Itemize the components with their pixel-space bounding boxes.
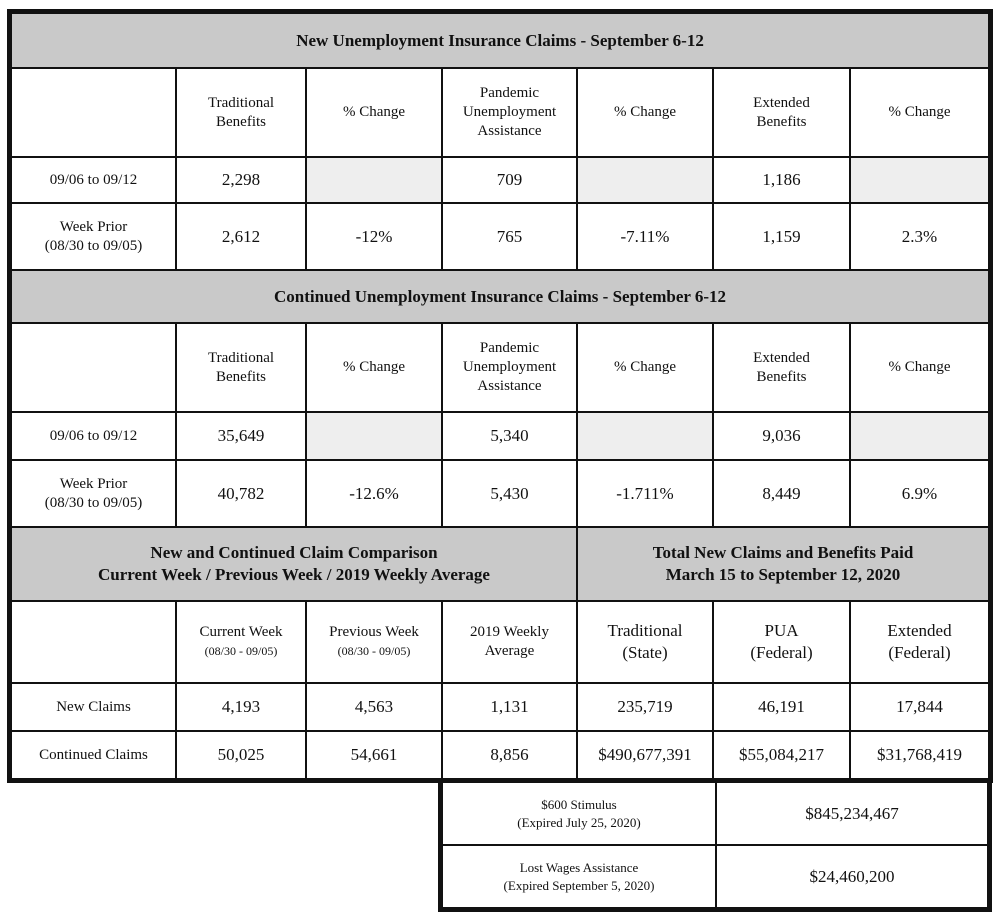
- totals-title-line2: March 15 to September 12, 2020: [665, 565, 901, 584]
- corner-cell: [11, 601, 176, 683]
- col-header-sub: (08/30 - 09/05): [337, 644, 411, 658]
- col-header-pct-change: % Change: [850, 68, 989, 157]
- table-cell: $55,084,217: [713, 731, 850, 779]
- lwa-value: $24,460,200: [716, 845, 988, 908]
- table-cell: 46,191: [713, 683, 850, 731]
- row-label: 09/06 to 09/12: [11, 157, 176, 203]
- col-header-main: Current Week: [199, 624, 283, 640]
- col-header-main: Previous Week: [329, 624, 419, 640]
- row-label: [11, 203, 176, 270]
- lwa-label: Lost Wages Assistance: [519, 859, 639, 875]
- table-cell: 50,025: [176, 731, 306, 779]
- col-header-sub: (08/30 - 09/05): [204, 644, 278, 658]
- table-row: [442, 782, 988, 845]
- new-claims-title: New Unemployment Insurance Claims - September 6-12: [11, 13, 989, 68]
- table-cell: 4,563: [306, 683, 442, 731]
- totals-title: [577, 527, 989, 601]
- table-cell: 35,649: [176, 412, 306, 460]
- totals-title-line1: Total New Claims and Benefits Paid: [652, 543, 914, 562]
- table-row: [11, 203, 989, 270]
- table-cell: 2,298: [176, 157, 306, 203]
- comparison-title-line2: Current Week / Previous Week / 2019 Weekly Average: [98, 565, 490, 584]
- table-cell: $490,677,391: [577, 731, 713, 779]
- corner-cell: [11, 323, 176, 412]
- table-cell: [577, 412, 713, 460]
- table-cell: 8,856: [442, 731, 577, 779]
- table-cell: 5,340: [442, 412, 577, 460]
- col-header-traditional-state: Traditional (State): [577, 601, 713, 683]
- table-cell: 8,449: [713, 460, 850, 527]
- continued-claims-title: Continued Unemployment Insurance Claims - September 6-12: [11, 270, 989, 323]
- table-row: [11, 683, 989, 731]
- row-label-sub: (08/30 to 09/05): [44, 237, 143, 254]
- table-cell: 765: [442, 203, 577, 270]
- table-cell: 9,036: [713, 412, 850, 460]
- stimulus-table: [441, 781, 989, 909]
- col-header-pct-change: % Change: [306, 68, 442, 157]
- corner-cell: [11, 68, 176, 157]
- col-header-pua: Pandemic Unemployment Assistance: [442, 68, 577, 157]
- table-cell: [850, 412, 989, 460]
- stimulus-sublabel: (Expired July 25, 2020): [517, 814, 641, 830]
- table-cell: [306, 157, 442, 203]
- table-cell: 4,193: [176, 683, 306, 731]
- col-header-traditional: Traditional Benefits: [176, 323, 306, 412]
- table-cell: [306, 412, 442, 460]
- row-label-main: Week Prior: [59, 475, 128, 492]
- table-cell: $31,768,419: [850, 731, 989, 779]
- lwa-label-cell: [442, 845, 716, 908]
- col-header-2019-average: [442, 601, 577, 683]
- col-header-main: 2019 Weekly Average: [470, 624, 549, 659]
- row-label: New Claims: [11, 683, 176, 731]
- col-header-pua: Pandemic Unemployment Assistance: [442, 323, 577, 412]
- table-cell: 54,661: [306, 731, 442, 779]
- table-cell: 17,844: [850, 683, 989, 731]
- table-cell: 40,782: [176, 460, 306, 527]
- row-label: [11, 460, 176, 527]
- table-row: [11, 460, 989, 527]
- col-header-pct-change: % Change: [577, 323, 713, 412]
- col-header-current-week: [176, 601, 306, 683]
- col-header-extended: Extended Benefits: [713, 68, 850, 157]
- table-row: [11, 157, 989, 203]
- col-header-pct-change: % Change: [577, 68, 713, 157]
- stimulus-label-cell: [442, 782, 716, 845]
- col-header-pct-change: % Change: [850, 323, 989, 412]
- table-cell: 1,159: [713, 203, 850, 270]
- table-cell: 1,131: [442, 683, 577, 731]
- row-label-main: Week Prior: [59, 218, 128, 235]
- col-header-previous-week: [306, 601, 442, 683]
- table-row: [442, 845, 988, 908]
- lwa-sublabel: (Expired September 5, 2020): [503, 877, 655, 893]
- table-cell: 709: [442, 157, 577, 203]
- table-cell: 6.9%: [850, 460, 989, 527]
- col-header-pua-federal: PUA (Federal): [713, 601, 850, 683]
- stimulus-value: $845,234,467: [716, 782, 988, 845]
- col-header-pct-change: % Change: [306, 323, 442, 412]
- table-cell: 5,430: [442, 460, 577, 527]
- col-header-traditional: Traditional Benefits: [176, 68, 306, 157]
- col-header-extended: Extended Benefits: [713, 323, 850, 412]
- stimulus-label: $600 Stimulus: [541, 796, 617, 812]
- table-row: [11, 412, 989, 460]
- table-cell: -12%: [306, 203, 442, 270]
- comparison-title-line1: New and Continued Claim Comparison: [150, 543, 438, 562]
- table-cell: 2,612: [176, 203, 306, 270]
- table-cell: -7.11%: [577, 203, 713, 270]
- table-cell: 2.3%: [850, 203, 989, 270]
- row-label: 09/06 to 09/12: [11, 412, 176, 460]
- table-cell: 235,719: [577, 683, 713, 731]
- col-header-extended-federal: Extended (Federal): [850, 601, 989, 683]
- row-label: Continued Claims: [11, 731, 176, 779]
- table-cell: [577, 157, 713, 203]
- table-cell: 1,186: [713, 157, 850, 203]
- table-row: [11, 731, 989, 779]
- claims-table: [10, 12, 990, 780]
- row-label-sub: (08/30 to 09/05): [44, 494, 143, 511]
- table-cell: -12.6%: [306, 460, 442, 527]
- table-cell: [850, 157, 989, 203]
- table-cell: -1.711%: [577, 460, 713, 527]
- comparison-title: [11, 527, 577, 601]
